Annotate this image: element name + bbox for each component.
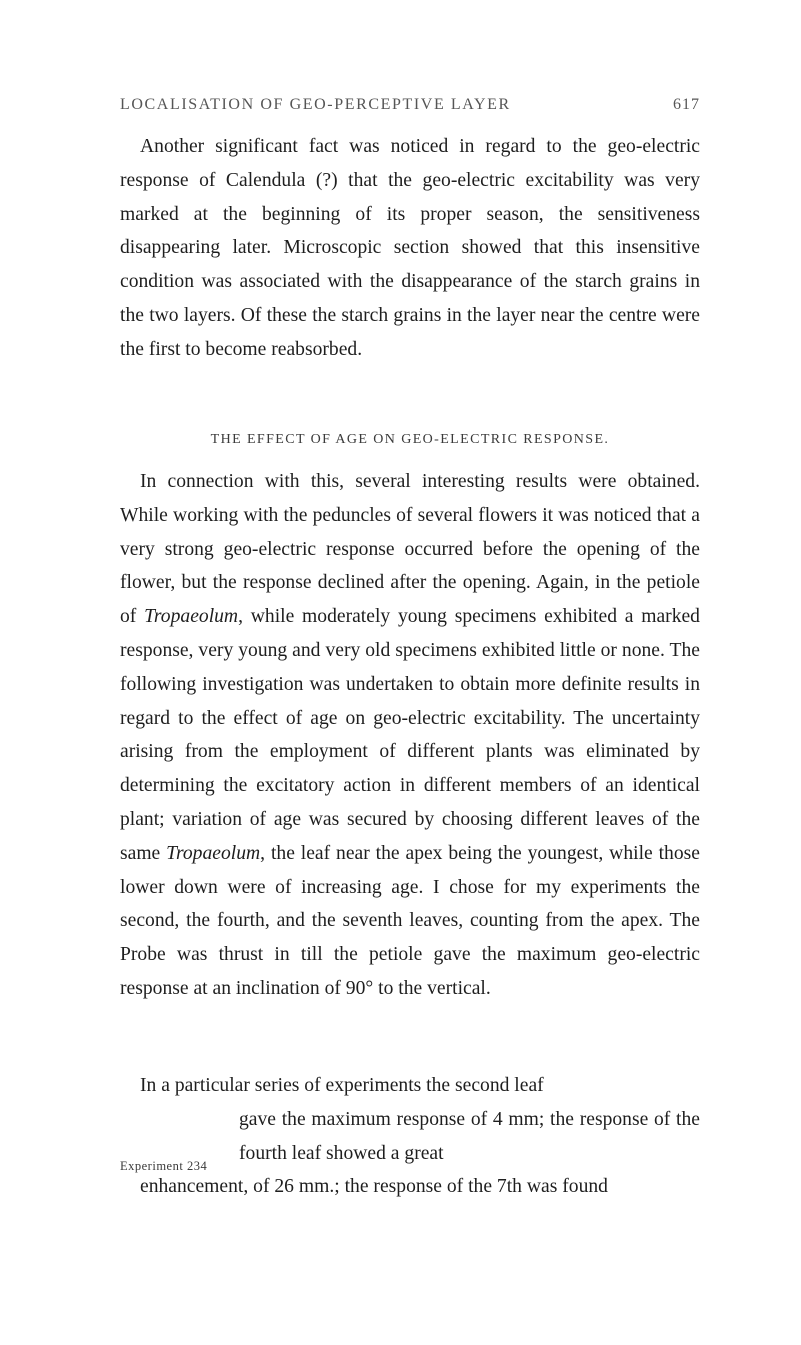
species-name: Tropaeolum bbox=[144, 606, 239, 628]
body-block-1 bbox=[120, 130, 700, 367]
paragraph-experiment-last-line: enhancement, of 26 mm.; the response of the 7th was found bbox=[140, 1176, 608, 1198]
paragraph-text: , while moderately young specimens exhibited a marked response, very young and very old specimens exhibited little or none. The following investigation was undertaken to obtain more definite results in regard to the effect of age on geo-electric excitability. The uncertainty arising from the employment of different plants was eliminated by determining the excitatory action in different members of an identical plant; variation of age was secured by choosing different leaves of the same bbox=[120, 606, 700, 864]
paragraph-text: In connection with this, several interesting results were obtained. While working with the peduncles of several flowers it was noticed that a very strong geo-electric response occurred before the opening of the flower, but the response declined after the opening. Again, in the petiole of bbox=[120, 471, 700, 628]
body-block-3 bbox=[120, 1069, 700, 1204]
paragraph-experiment-intro: In a particular series of experiments the second leaf bbox=[140, 1075, 544, 1096]
paragraph-text: , the leaf near the apex being the youngest, while those lower down were of increasing age. I chose for my experiments the second, the fourth, and the seventh leaves, counting from the apex. The Probe was thrust in till the petiole gave the maximum geo-electric response at an inclination of 90° to the vertical. bbox=[120, 842, 700, 999]
page-number: 617 bbox=[673, 96, 700, 113]
paragraph-calendula: Another significant fact was noticed in regard to the geo-electric response of Calendula (?) that the geo-electric excitability was very marked at the beginning of its proper season, the sensitiveness disappearing later. Microscopic section showed that this insensitive condition was associated with the disappearance of the starch grains in the two layers. Of these the starch grains in the layer near the centre were the first to become reabsorbed. bbox=[120, 136, 700, 360]
section-heading: THE EFFECT OF AGE ON GEO-ELECTRIC RESPONSE. bbox=[210, 432, 610, 447]
running-title: LOCALISATION OF GEO-PERCEPTIVE LAYER bbox=[120, 96, 511, 113]
page-header bbox=[120, 96, 700, 126]
body-block-2 bbox=[120, 465, 700, 1006]
species-name: Tropaeolum bbox=[166, 842, 261, 864]
paragraph-experiment-indented: gave the maximum response of 4 mm; the response of the fourth leaf showed a great bbox=[239, 1108, 700, 1164]
experiment-sidenote: Experiment 234 bbox=[120, 1159, 208, 1173]
paragraph-age-effect bbox=[120, 465, 700, 1006]
